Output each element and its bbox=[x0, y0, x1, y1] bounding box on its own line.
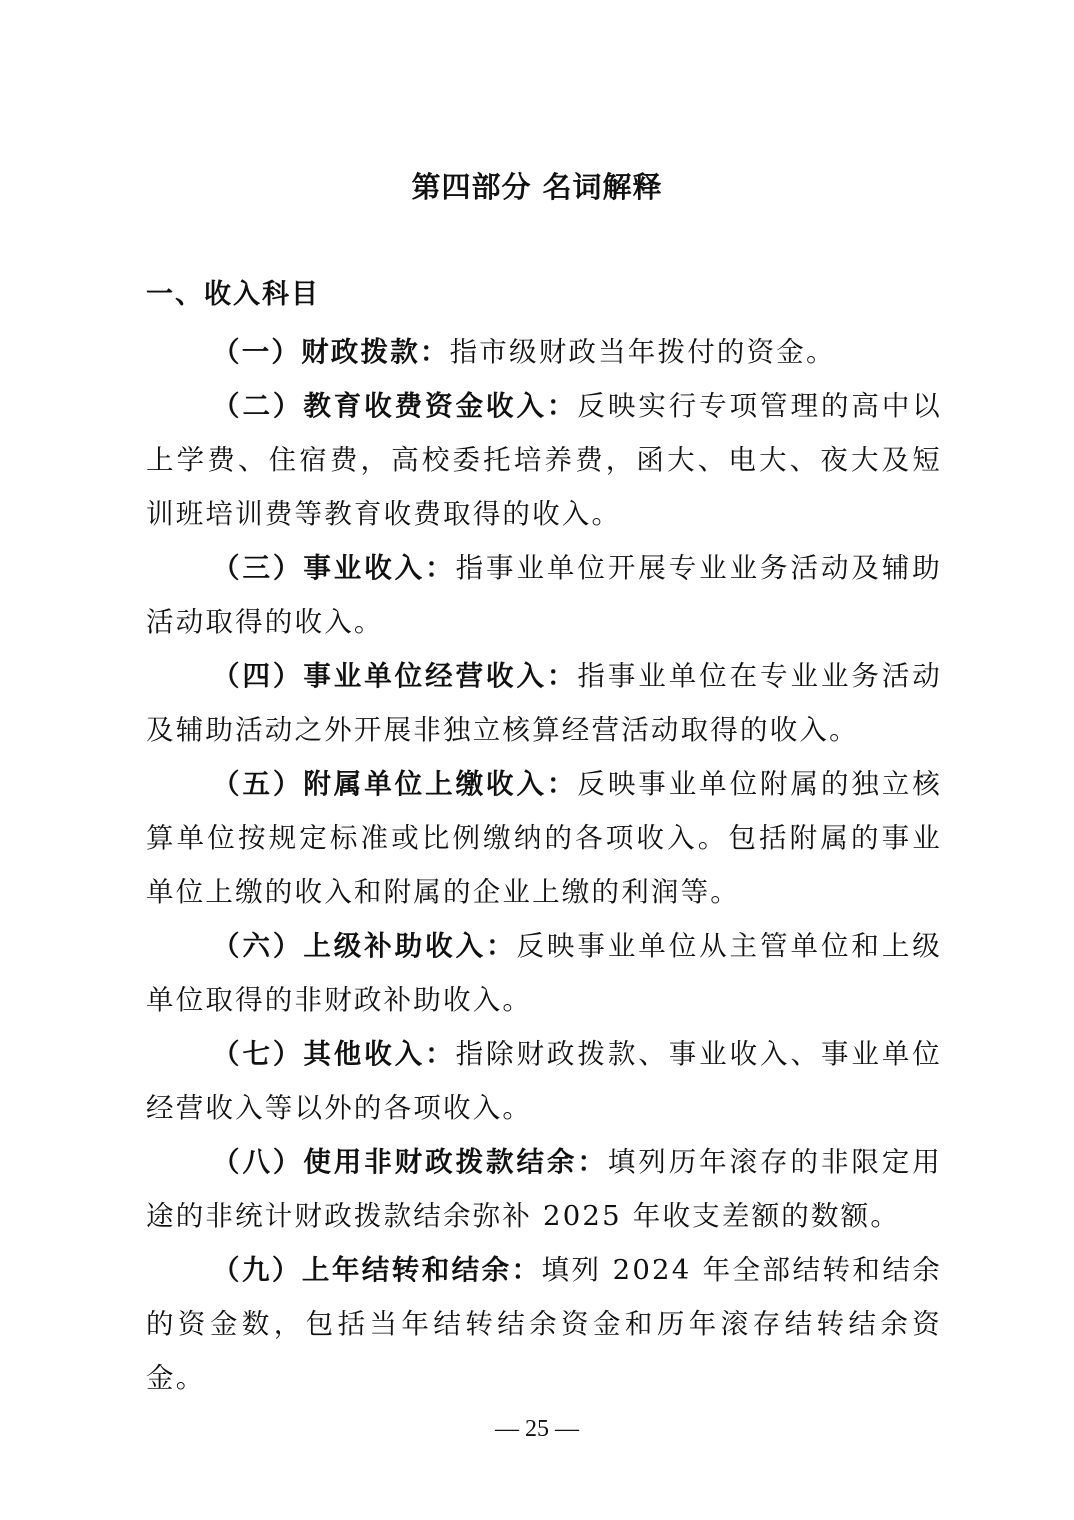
definition-item bbox=[146, 649, 942, 757]
definition-item bbox=[146, 325, 942, 379]
definition-text: 指事业单位开展专业业务活动及辅助活动取得的收入。 bbox=[146, 552, 942, 638]
definition-item bbox=[146, 919, 942, 1027]
definition-term: （三）事业收入： bbox=[212, 552, 456, 584]
definition-text: 填列历年滚存的非限定用途的非统计财政拨款结余弥补 2025 年收支差额的数额。 bbox=[146, 1146, 943, 1232]
definition-term: （二）教育收费资金收入： bbox=[212, 390, 578, 422]
definition-text: 指除财政拨款、事业收入、事业单位经营收入等以外的各项收入。 bbox=[146, 1038, 942, 1124]
definition-item bbox=[146, 379, 942, 541]
definition-term: （一）财政拨款： bbox=[212, 336, 450, 368]
definition-term: （五）附属单位上缴收入： bbox=[212, 768, 578, 800]
definition-term: （七）其他收入： bbox=[212, 1038, 456, 1070]
definition-term: （九）上年结转和结余： bbox=[212, 1254, 542, 1286]
definition-item bbox=[146, 541, 942, 649]
page-number: — 25 — bbox=[495, 1416, 579, 1442]
definition-item bbox=[146, 1135, 942, 1243]
page-title: 第四部分 名词解释 bbox=[411, 170, 663, 204]
definition-item bbox=[146, 1243, 942, 1405]
definition-text: 指市级财政当年拨付的资金。 bbox=[449, 336, 836, 368]
definition-item bbox=[146, 757, 942, 919]
definition-term: （四）事业单位经营收入： bbox=[212, 660, 578, 692]
definition-text: 反映实行专项管理的高中以上学费、住宿费，高校委托培养费，函大、电大、夜大及短训班培训费等教育收费取得的收入。 bbox=[146, 390, 942, 530]
definition-term: （八）使用非财政拨款结余： bbox=[212, 1146, 608, 1178]
definition-text: 反映事业单位从主管单位和上级单位取得的非财政补助收入。 bbox=[146, 930, 942, 1016]
section-heading: 一、收入科目 bbox=[146, 279, 320, 310]
definition-text: 指事业单位在专业业务活动及辅助活动之外开展非独立核算经营活动取得的收入。 bbox=[146, 660, 942, 746]
definition-item bbox=[146, 1027, 942, 1135]
definition-text: 填列 2024 年全部结转和结余的资金数，包括当年结转结余资金和历年滚存结转结余资金。 bbox=[146, 1254, 942, 1394]
definition-text: 反映事业单位附属的独立核算单位按规定标准或比例缴纳的各项收入。包括附属的事业单位上缴的收入和附属的企业上缴的利润等。 bbox=[146, 768, 942, 908]
definitions-list bbox=[146, 325, 942, 1405]
definition-term: （六）上级补助收入： bbox=[212, 930, 517, 962]
